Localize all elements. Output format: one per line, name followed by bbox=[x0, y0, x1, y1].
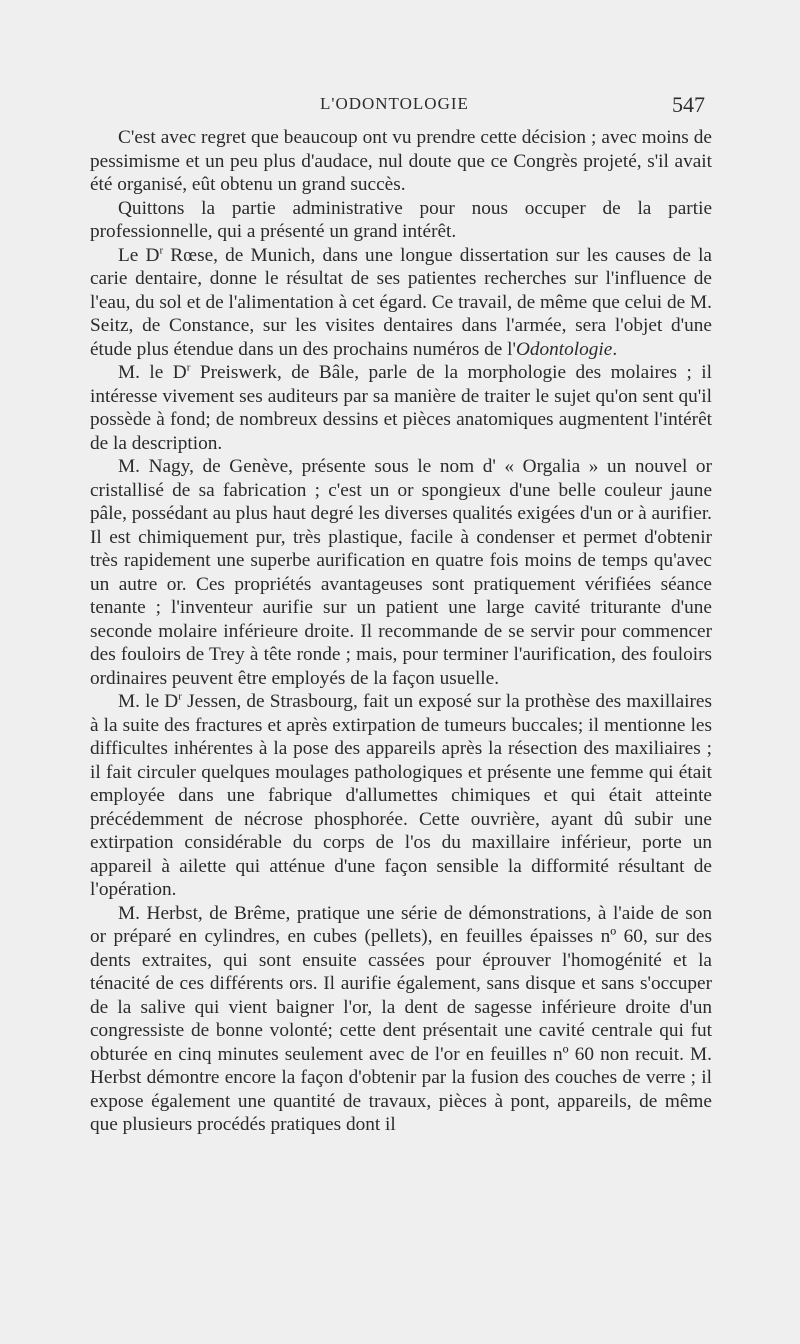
running-head: L'ODONTOLOGIE bbox=[320, 94, 469, 113]
paragraph: Quittons la partie administrative pour nous occuper de la partie professionnelle, qui a présenté un grand intérêt. bbox=[90, 197, 712, 242]
paragraph: M. Nagy, de Genève, présente sous le nom d' « Orgalia » un nouvel or cristallisé de sa fabrication ; c'est un or spongieux d'une belle couleur jaune pâle, possédant au plus haut degré les diverses qualités exigées d'un or à aurifier. Il est chimiquement pur, très plastique, facile à condenser et permet d'obtenir très rapidement une superbe aurification en quatre fois moins de temps qu'avec un autre or. Ces propriétés avantageuses sont pratiquement vérifiées séance tenante ; l'inventeur aurifie sur un patient une large cavité triturante d'une seconde molaire inférieure droite. Il recommande de se servir pour commencer des fouloirs de Trey à tête ronde ; mais, pour terminer l'aurification, des fouloirs ordinaires peuvent être employés de la façon usuelle. bbox=[90, 456, 712, 689]
page-header bbox=[0, 92, 800, 120]
page-number: 547 bbox=[672, 92, 705, 117]
paragraph: Le $D^r$ Rœse, de Munich, dans une longue dissertation sur les causes de la carie dentaire, donne le résultat de ses patientes recherches sur l'influence de l'eau, du sol et de l'alimentation à cet égard. Ce travail, de même que celui de M. Seitz, de Constance, sur les visites dentaires dans l'armée, sera l'objet d'une étude plus étendue dans un des prochains numéros de l'Odontologie. bbox=[90, 244, 712, 360]
paragraph: M. Herbst, de Brême, pratique une série de démonstrations, à l'aide de son or préparé en cylindres, en cubes (pellets), en feuilles épaisses nº 60, sur des dents extraites, qui sont ensuite cassées pour éprouver l'homogénité et la ténacité de ces différents ors. Il aurifie également, sans disque et sans s'occuper de la salive qui vient baigner l'or, la dent de sagesse inférieure droite d'un congressiste de bonne volonté; cette dent présentait une cavité centrale qui fut obturée en cinq minutes seulement avec de l'or en feuilles nº 60 non recuit. M. Herbst démontre encore la façon d'obtenir par la fusion des couches de verre ; il expose également une quantité de travaux, pièces à pont, appareils, de même que plusieurs procédés pratiques dont il bbox=[90, 902, 712, 1135]
paragraph: M. le $D^r$ Preiswerk, de Bâle, parle de la morphologie des molaires ; il intéresse vivement ses auditeurs par sa manière de traiter le sujet qu'on sent qu'il possède à fond; de nombreux dessins et pièces anatomiques augmentent l'intérêt de la description. bbox=[90, 361, 712, 454]
paragraph: C'est avec regret que beaucoup ont vu prendre cette décision ; avec moins de pessimisme et un peu plus d'audace, nul doute que ce Congrès projeté, s'il avait été organisé, eût obtenu un grand succès. bbox=[90, 127, 712, 195]
paragraph: M. le $D^r$ Jessen, de Strasbourg, fait un exposé sur la prothèse des maxillaires à la suite des fractures et après extirpation de tumeurs buccales; il mentionne les difficultes inhérentes à la pose des appareils après la résection des maxiliaires ; il fait circuler quelques moulages pathologiques et présente une femme qui était employée dans une fabrique d'allumettes chimiques et qui était atteinte précédemment de nécrose phosphorée. Cette ouvrière, ayant dû subir une extirpation considérable du corps de l'os du maxillaire inférieur, porte un appareil à ailette qui atténue d'une façon sensible la difformité résultant de l'opération. bbox=[90, 690, 712, 900]
body-text bbox=[90, 126, 712, 1137]
